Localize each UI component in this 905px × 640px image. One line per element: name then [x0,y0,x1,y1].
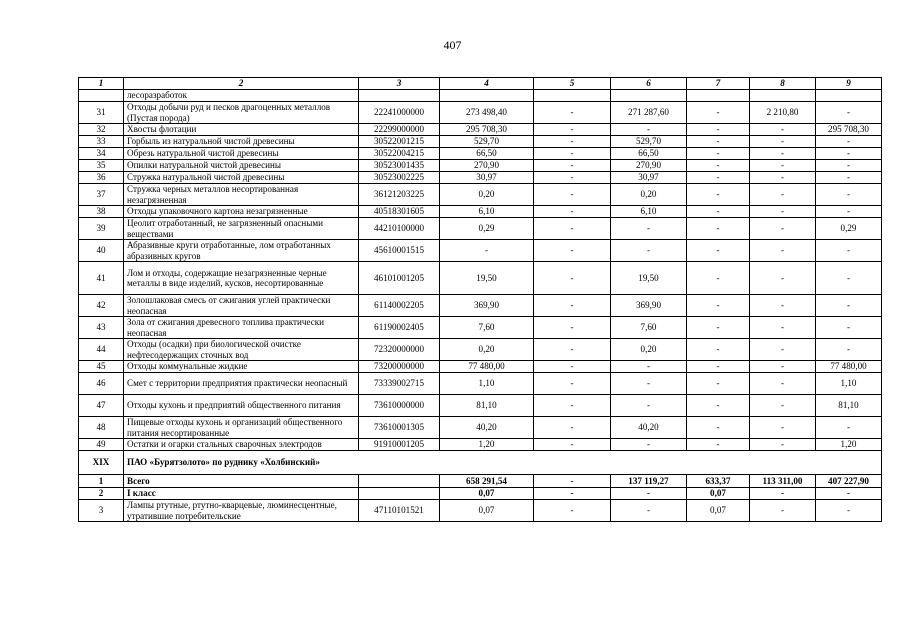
table-cell: - [611,361,687,373]
table-cell: 295 708,30 [440,124,534,136]
table-cell: 44210100000 [359,218,440,240]
table-cell: 0,07 [440,500,534,522]
table-cell: - [687,417,750,439]
table-cell: 40,20 [611,417,687,439]
table-cell: - [750,500,816,522]
page-number: 407 [443,38,462,52]
table-cell: Абразивные круги отработанные, лом отработанных абразивных кругов [124,240,359,262]
table-cell: Отходы кухонь и предприятий общественного питания [124,395,359,417]
table-cell: - [611,218,687,240]
table-cell: - [750,373,816,395]
table-cell: 33 [79,136,124,148]
table-cell: - [534,206,611,218]
table-cell: - [687,136,750,148]
table-row [79,148,882,160]
table-cell: - [750,295,816,317]
table-cell: 2 [79,488,124,500]
table-cell: Стружка черных металлов несортированная незагрязненная [124,184,359,206]
table-cell: - [750,184,816,206]
table-cell: 22299000000 [359,124,440,136]
table-cell: 36121203225 [359,184,440,206]
table-cell: 30,97 [611,172,687,184]
table-cell: - [534,184,611,206]
table-cell: 369,90 [440,295,534,317]
table-cell: 0,29 [816,218,882,240]
table-cell: 30522004215 [359,148,440,160]
table-cell: 40,20 [440,417,534,439]
table-cell: - [534,488,611,500]
table-cell: - [750,439,816,451]
table-cell: - [687,361,750,373]
table-row [79,317,882,339]
table-cell: - [687,102,750,124]
table-cell: 36 [79,172,124,184]
table-cell: 19,50 [611,262,687,295]
table-cell: - [534,136,611,148]
table-cell: 30,97 [440,172,534,184]
table-cell: - [611,373,687,395]
table-cell: Отходы (осадки) при биологической очистке нефтесодержащих сточных вод [124,339,359,361]
table-cell: 0,07 [440,488,534,500]
table-cell: 270,90 [440,160,534,172]
summary-row [79,475,882,488]
table-cell: - [816,240,882,262]
table-cell: - [750,148,816,160]
table-cell: - [687,184,750,206]
table-cell: 61190002405 [359,317,440,339]
header-cell: 4 [440,78,534,90]
table-cell: 0,07 [687,488,750,500]
table-cell: Опилки натуральной чистой древесины [124,160,359,172]
table-cell: - [687,373,750,395]
table-cell: Стружка натуральной чистой древесины [124,172,359,184]
table-row [79,124,882,136]
table-cell: - [534,124,611,136]
table-cell: Лампы ртутные, ртутно-кварцевые, люминесцентные, утратившие потребительские [124,500,359,522]
table-cell: - [687,262,750,295]
table-cell [750,90,816,102]
table-cell: 91910001205 [359,439,440,451]
table-cell: - [534,500,611,522]
table-row [79,262,882,295]
table-cell: - [816,148,882,160]
table-cell: 2 210,80 [750,102,816,124]
table-cell: 39 [79,218,124,240]
table-cell: Хвосты флотации [124,124,359,136]
table-cell: 72320000000 [359,339,440,361]
table-cell: 81,10 [816,395,882,417]
table-cell: лесоразработок [124,90,359,102]
table-cell: 7,60 [611,317,687,339]
table-cell: 19,50 [440,262,534,295]
table-cell: - [816,184,882,206]
table-cell: - [687,172,750,184]
table-row [79,184,882,206]
table-cell: 137 119,27 [611,475,687,488]
table-cell: - [816,417,882,439]
header-cell: 9 [816,78,882,90]
table-cell: - [534,373,611,395]
table-cell: - [611,500,687,522]
table-cell: - [687,160,750,172]
table-cell: - [611,395,687,417]
table-cell: Пищевые отходы кухонь и организаций общественного питания несортированные [124,417,359,439]
table-row [79,500,882,522]
table-cell: - [750,317,816,339]
table-cell: 0,20 [611,184,687,206]
table-cell: - [687,339,750,361]
table-cell: Отходы упаковочного картона незагрязненные [124,206,359,218]
table-cell: - [750,218,816,240]
table-cell: 44 [79,339,124,361]
table-cell: 30522001215 [359,136,440,148]
table-cell: 31 [79,102,124,124]
table-cell [611,90,687,102]
table-cell: 295 708,30 [816,124,882,136]
table-cell: Горбыль из натуральной чистой древесины [124,136,359,148]
table-cell: - [687,240,750,262]
table-cell: - [534,339,611,361]
table-cell: - [750,206,816,218]
table-cell: - [687,395,750,417]
table-cell: 0,07 [687,500,750,522]
table-cell: - [750,339,816,361]
table-cell: 41 [79,262,124,295]
table-cell: - [750,395,816,417]
table-cell: 270,90 [611,160,687,172]
table-cell: 40518301605 [359,206,440,218]
table-cell: 6,10 [440,206,534,218]
waste-table [78,77,882,522]
table-cell: 1,10 [440,373,534,395]
table-cell: Лом и отходы, содержащие незагрязненные черные металлы в виде изделий, кусков, несортированные [124,262,359,295]
table-cell: 32 [79,124,124,136]
table-cell: - [750,417,816,439]
table-row [79,295,882,317]
table-row [79,172,882,184]
header-cell: 2 [124,78,359,90]
table-cell: Смет с территории предприятия практически неопасный [124,373,359,395]
table-cell [816,90,882,102]
table-cell: I класс [124,488,359,500]
table-cell: 61140002205 [359,295,440,317]
table-cell: - [816,317,882,339]
section-number: XIX [79,451,124,475]
table-cell: - [687,317,750,339]
table-cell: - [534,102,611,124]
table-cell: 633,37 [687,475,750,488]
table-cell: - [816,102,882,124]
table-cell: - [750,262,816,295]
header-cell: 7 [687,78,750,90]
table-cell: 46 [79,373,124,395]
table-cell: 0,20 [440,184,534,206]
table-cell: 35 [79,160,124,172]
table-cell: 30523002225 [359,172,440,184]
header-cell: 1 [79,78,124,90]
table-cell: 77 480,00 [440,361,534,373]
table-cell: 7,60 [440,317,534,339]
table-cell: - [687,295,750,317]
table-cell: - [816,295,882,317]
table-cell: - [611,240,687,262]
table-cell: Обрезь натуральной чистой древесины [124,148,359,160]
table-row [79,136,882,148]
table-cell: 6,10 [611,206,687,218]
table-row [79,218,882,240]
table-cell: 43 [79,317,124,339]
table-cell: - [687,148,750,160]
table-row [79,90,882,102]
table-cell: 529,70 [440,136,534,148]
table-cell [687,90,750,102]
section-title: ПАО «Бурятзолото» по руднику «Холбинский» [124,451,882,475]
table-cell: Остатки и огарки стальных сварочных электродов [124,439,359,451]
table-cell: - [534,361,611,373]
table-cell: - [611,488,687,500]
table-cell: 73200000000 [359,361,440,373]
table-cell [534,90,611,102]
table-cell: 1,10 [816,373,882,395]
table-cell: - [750,136,816,148]
table-cell: 30523001435 [359,160,440,172]
table-cell: 48 [79,417,124,439]
header-cell: 5 [534,78,611,90]
table-cell: - [687,206,750,218]
table-cell: - [750,361,816,373]
table-cell [79,90,124,102]
table-cell: Золошлаковая смесь от сжигания углей практически неопасная [124,295,359,317]
table-cell: 47110101521 [359,500,440,522]
table-cell: - [534,295,611,317]
table-cell: - [687,124,750,136]
table-cell: - [534,160,611,172]
table-cell: - [687,439,750,451]
table-cell: 369,90 [611,295,687,317]
table-cell: - [750,488,816,500]
table-cell: 81,10 [440,395,534,417]
table-cell: - [534,262,611,295]
table-cell: 658 291,54 [440,475,534,488]
table-cell: Цеолит отработанный, не загрязненный опасными веществами [124,218,359,240]
table-cell: - [611,439,687,451]
table-row [79,339,882,361]
table-cell: 66,50 [611,148,687,160]
table-cell: - [750,160,816,172]
header-row [79,78,882,90]
table-row [79,240,882,262]
table-cell: 271 287,60 [611,102,687,124]
table-cell: - [534,317,611,339]
table-cell: 407 227,90 [816,475,882,488]
table-row [79,417,882,439]
table-cell: - [534,417,611,439]
table-cell: - [750,124,816,136]
table-cell: - [750,172,816,184]
table-cell: - [816,339,882,361]
table-cell: 3 [79,500,124,522]
table-cell: - [687,218,750,240]
summary-row [79,488,882,500]
table-cell: 45610001515 [359,240,440,262]
table-cell: 1,20 [816,439,882,451]
header-cell: 6 [611,78,687,90]
table-cell: - [534,148,611,160]
table-cell: 34 [79,148,124,160]
table-cell: 45 [79,361,124,373]
table-cell: - [816,160,882,172]
section-row [79,451,882,475]
header-cell: 3 [359,78,440,90]
table-cell: 42 [79,295,124,317]
table-cell: 40 [79,240,124,262]
table-cell: - [534,172,611,184]
table-cell: - [440,240,534,262]
table-cell: - [750,240,816,262]
table-cell: 49 [79,439,124,451]
table-cell: - [816,172,882,184]
table-cell: Зола от сжигания древесного топлива практически неопасная [124,317,359,339]
table-cell: 113 311,00 [750,475,816,488]
table-cell: - [534,395,611,417]
table-row [79,160,882,172]
table-cell: 1,20 [440,439,534,451]
table-cell: Отходы коммунальные жидкие [124,361,359,373]
table-cell: 0,20 [611,339,687,361]
table-row [79,206,882,218]
table-cell: 46101001205 [359,262,440,295]
table-cell: 77 480,00 [816,361,882,373]
table-cell: - [816,488,882,500]
table-cell: - [816,500,882,522]
header-cell: 8 [750,78,816,90]
table-cell: 529,70 [611,136,687,148]
table-cell: 1 [79,475,124,488]
table-cell: - [534,240,611,262]
table-row [79,395,882,417]
table-cell: - [816,206,882,218]
table-cell: - [534,439,611,451]
table-cell: 37 [79,184,124,206]
table-cell: Отходы добычи руд и песков драгоценных металлов (Пустая порода) [124,102,359,124]
table-cell: 73610000000 [359,395,440,417]
table-cell: 66,50 [440,148,534,160]
table-cell: 38 [79,206,124,218]
table-row [79,102,882,124]
table-cell [359,90,440,102]
table-cell: 0,20 [440,339,534,361]
table-cell: - [534,218,611,240]
table-cell: - [816,262,882,295]
table-cell: 73339002715 [359,373,440,395]
table-cell [359,488,440,500]
table-cell: - [611,124,687,136]
table-cell [359,475,440,488]
table-cell: 22241000000 [359,102,440,124]
table-cell: 47 [79,395,124,417]
table-cell: - [534,475,611,488]
table-cell: 273 498,40 [440,102,534,124]
table-cell: 0,29 [440,218,534,240]
table-cell: - [816,136,882,148]
table-cell: Всего [124,475,359,488]
table-row [79,373,882,395]
table-row [79,439,882,451]
table-cell [440,90,534,102]
table-row [79,361,882,373]
table-cell: 73610001305 [359,417,440,439]
